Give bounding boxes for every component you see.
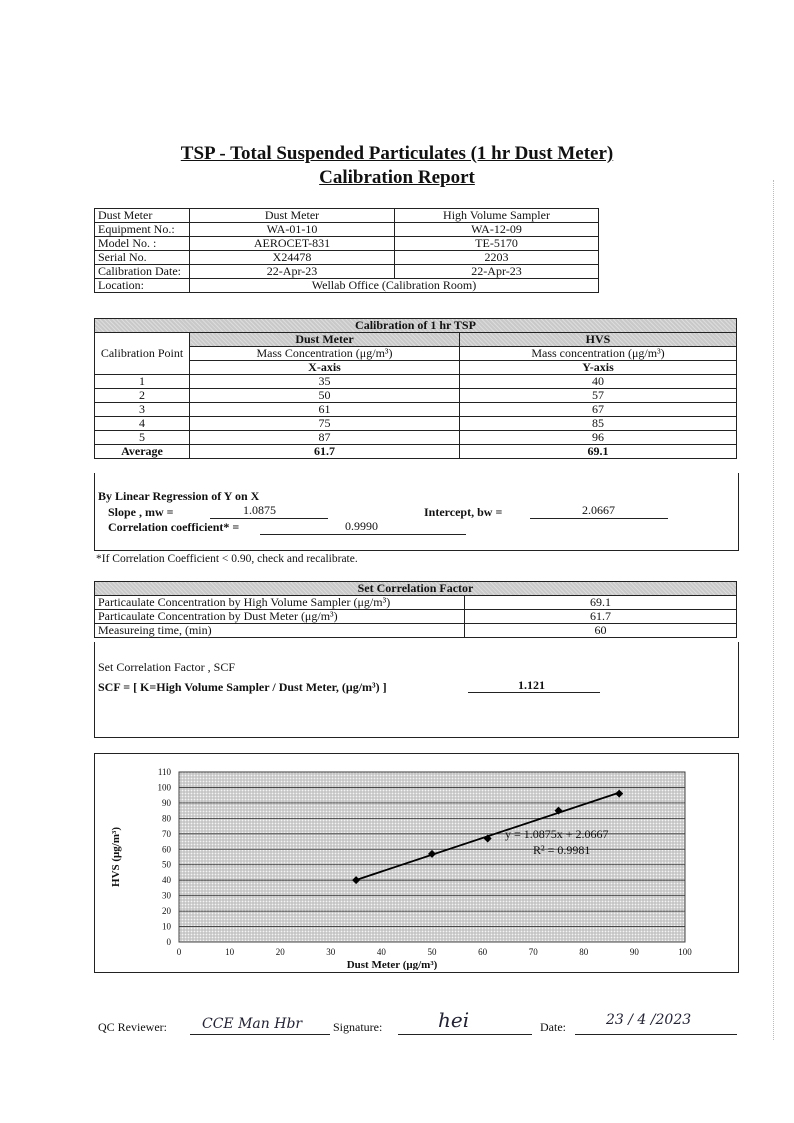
point-y: 85 <box>460 417 737 431</box>
intercept-label: Intercept, bw = <box>424 505 503 519</box>
y-tick-label: 80 <box>162 813 171 824</box>
y-tick-label: 110 <box>157 767 171 777</box>
average-y: 69.1 <box>460 445 737 459</box>
point-y: 67 <box>460 403 737 417</box>
qc-reviewer-line <box>190 1034 330 1035</box>
y-tick-label: 30 <box>162 890 171 901</box>
info-dm-value: 22-Apr-23 <box>190 265 395 279</box>
scf-formula: SCF = [ K=High Volume Sampler / Dust Meter, (μg/m³) ] <box>98 680 387 694</box>
y-tick-label: 70 <box>162 828 171 839</box>
info-label: Dust Meter <box>95 209 190 223</box>
x-axis-label: X-axis <box>190 361 460 375</box>
location-value: Wellab Office (Calibration Room) <box>190 279 599 293</box>
date-handwriting: 23 / 4 /2023 <box>606 1012 692 1028</box>
slope-label: Slope , mw = <box>108 505 174 519</box>
qc-reviewer-handwriting: CCE Man Hbr <box>202 1016 303 1032</box>
hvs-column-header: HVS <box>460 333 737 347</box>
point-x: 61 <box>190 403 460 417</box>
info-dm-header: Dust Meter <box>190 209 395 223</box>
x-tick-label: 20 <box>275 947 285 957</box>
info-dm-value: WA-01-10 <box>190 223 395 237</box>
point-x: 35 <box>190 375 460 389</box>
dm-column-header: Dust Meter <box>190 333 460 347</box>
calibration-row <box>95 403 737 417</box>
x-tick-label: 70 <box>528 947 538 957</box>
info-hvs-value: 22-Apr-23 <box>395 265 599 279</box>
calibration-chart <box>95 754 736 970</box>
info-dm-value: AEROCET-831 <box>190 237 395 251</box>
scf-title: Set Correlation Factor <box>95 582 737 596</box>
point-y: 96 <box>460 431 737 445</box>
x-tick-label: 60 <box>478 947 488 957</box>
y-tick-label: 50 <box>162 859 171 870</box>
info-row <box>95 251 599 265</box>
scf-row-value: 69.1 <box>465 596 737 610</box>
point-x: 50 <box>190 389 460 403</box>
r-squared-label: R² = 0.9981 <box>533 843 591 857</box>
x-axis-title: Dust Meter (μg/m³) <box>346 959 438 970</box>
x-tick-label: 40 <box>376 947 386 957</box>
info-label: Model No. : <box>95 237 190 251</box>
point-number: 2 <box>95 389 190 403</box>
correlation-value: 0.9990 <box>345 519 378 533</box>
y-tick-label: 100 <box>157 782 171 793</box>
info-label: Calibration Date: <box>95 265 190 279</box>
scf-row <box>95 596 737 610</box>
info-hvs-value: TE-5170 <box>395 237 599 251</box>
info-location-row <box>95 279 599 293</box>
y-axis-label: Y-axis <box>460 361 737 375</box>
calibration-point-header: Calibration Point <box>95 333 190 375</box>
y-tick-label: 90 <box>162 797 171 808</box>
calibration-table <box>94 318 737 459</box>
qc-reviewer-label: QC Reviewer: <box>98 1020 167 1034</box>
info-hvs-header: High Volume Sampler <box>395 209 599 223</box>
info-label: Equipment No.: <box>95 223 190 237</box>
calibration-row <box>95 375 737 389</box>
date-line <box>575 1034 737 1035</box>
intercept-value: 2.0667 <box>582 503 615 517</box>
calibration-title: Calibration of 1 hr TSP <box>95 319 737 333</box>
x-tick-label: 10 <box>225 947 235 957</box>
calibration-row <box>95 431 737 445</box>
average-x: 61.7 <box>190 445 460 459</box>
x-tick-label: 0 <box>176 947 182 957</box>
average-label: Average <box>95 445 190 459</box>
trendline-equation: y = 1.0875x + 2.0667 <box>505 827 609 841</box>
info-row <box>95 223 599 237</box>
correlation-underline <box>260 534 466 535</box>
info-hvs-value: 2203 <box>395 251 599 265</box>
correlation-label: Correlation coefficient* = <box>108 520 240 534</box>
y-tick-label: 20 <box>162 906 171 917</box>
calibration-row <box>95 417 737 431</box>
scf-row <box>95 624 737 638</box>
info-row <box>95 265 599 279</box>
scf-row-value: 61.7 <box>465 610 737 624</box>
report-subtitle: Calibration Report <box>319 167 475 188</box>
point-x: 75 <box>190 417 460 431</box>
scf-row-label: Measureing time, (min) <box>95 624 465 638</box>
calibration-row <box>95 389 737 403</box>
point-number: 5 <box>95 431 190 445</box>
y-tick-label: 40 <box>162 875 171 886</box>
signature-label: Signature: <box>333 1020 383 1034</box>
point-y: 57 <box>460 389 737 403</box>
info-dm-value: X24478 <box>190 251 395 265</box>
average-row <box>95 445 737 459</box>
slope-value: 1.0875 <box>243 503 276 517</box>
y-tick-label: 10 <box>162 921 171 932</box>
scan-edge <box>773 180 774 1040</box>
point-x: 87 <box>190 431 460 445</box>
info-label: Serial No. <box>95 251 190 265</box>
signature-handwriting: hei <box>438 1008 470 1032</box>
regression-box <box>94 473 739 551</box>
x-tick-label: 80 <box>579 947 589 957</box>
scf-table <box>94 581 737 638</box>
scf-row-label: Particaulate Concentration by Dust Meter (μg/m³) <box>95 610 465 624</box>
hvs-unit: Mass concentration (μg/m³) <box>460 347 737 361</box>
regression-heading: By Linear Regression of Y on X <box>98 489 260 503</box>
scf-value: 1.121 <box>518 678 545 692</box>
y-axis-title: HVS (μg/m³) <box>110 827 122 887</box>
scf-factor-label: Set Correlation Factor , SCF <box>98 660 235 674</box>
scf-row-value: 60 <box>465 624 737 638</box>
x-tick-label: 30 <box>326 947 336 957</box>
info-hvs-value: WA-12-09 <box>395 223 599 237</box>
scf-row-label: Particaulate Concentration by High Volume Sampler (μg/m³) <box>95 596 465 610</box>
recalibration-note: *If Correlation Coefficient < 0.90, check and recalibrate. <box>96 553 358 565</box>
point-y: 40 <box>460 375 737 389</box>
y-tick-label: 60 <box>162 844 171 855</box>
point-number: 3 <box>95 403 190 417</box>
point-number: 4 <box>95 417 190 431</box>
x-tick-label: 100 <box>678 947 692 957</box>
x-tick-label: 90 <box>629 947 639 957</box>
signature-line <box>398 1034 532 1035</box>
slope-underline <box>210 518 328 519</box>
date-label: Date: <box>540 1020 566 1034</box>
report-title: TSP - Total Suspended Particulates (1 hr Dust Meter) <box>180 143 614 164</box>
x-tick-label: 50 <box>427 947 437 957</box>
scf-underline <box>468 692 600 693</box>
dm-unit: Mass Concentration (μg/m³) <box>190 347 460 361</box>
equipment-info-table <box>94 208 599 293</box>
point-number: 1 <box>95 375 190 389</box>
info-row <box>95 237 599 251</box>
y-tick-label: 0 <box>166 937 171 947</box>
scf-row <box>95 610 737 624</box>
info-header-row <box>95 209 599 223</box>
location-label: Location: <box>95 279 190 293</box>
intercept-underline <box>530 518 668 519</box>
